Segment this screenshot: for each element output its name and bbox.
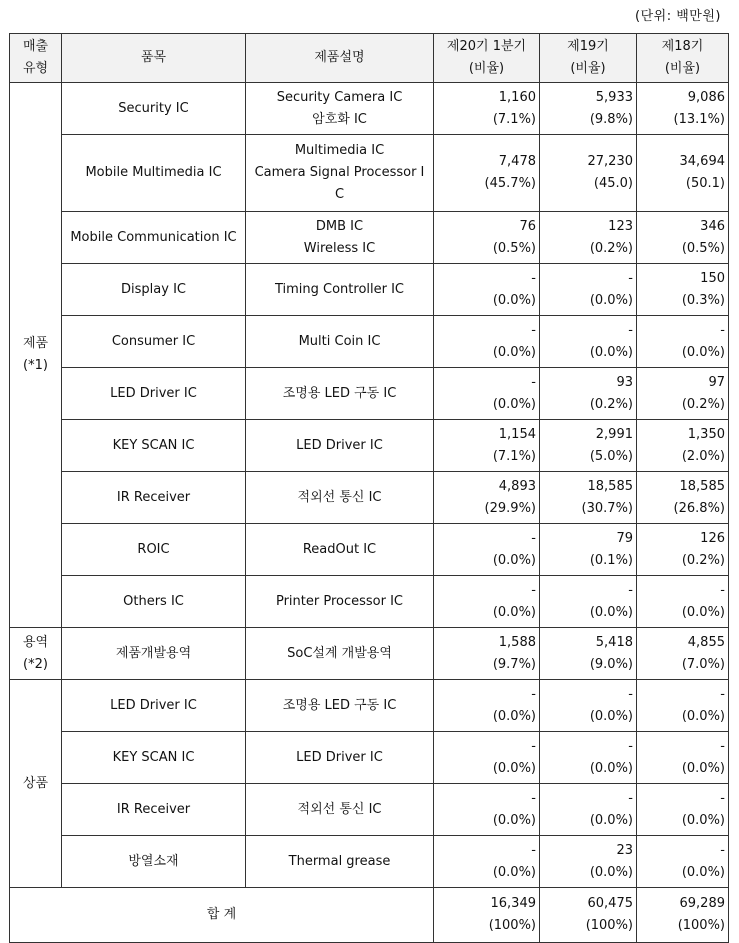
p20-value-cell: 1,588 (9.7%): [434, 628, 540, 680]
desc-cell: Printer Processor IC: [246, 576, 434, 628]
p20-value-cell: - (0.0%): [434, 264, 540, 316]
desc-cell: 적외선 통신 IC: [246, 784, 434, 836]
item-cell: 방열소재: [62, 836, 246, 888]
item-cell: Mobile Multimedia IC: [62, 135, 246, 212]
p19-value-cell: - (0.0%): [540, 576, 637, 628]
table-row: [10, 836, 729, 888]
p19-value-cell: - (0.0%): [540, 680, 637, 732]
p19-value-cell: - (0.0%): [540, 264, 637, 316]
p20-value-cell: - (0.0%): [434, 576, 540, 628]
p18-value-cell: - (0.0%): [637, 784, 729, 836]
total-p18-cell: 69,289 (100%): [637, 888, 729, 943]
sales-type-cell: 제품 (*1): [10, 83, 62, 628]
p19-value-cell: 93 (0.2%): [540, 368, 637, 420]
total-label: 합 계: [10, 888, 434, 943]
p18-value-cell: - (0.0%): [637, 680, 729, 732]
p20-value-cell: - (0.0%): [434, 732, 540, 784]
item-cell: 제품개발용역: [62, 628, 246, 680]
p20-value-cell: 4,893 (29.9%): [434, 472, 540, 524]
item-cell: Mobile Communication IC: [62, 212, 246, 264]
p20-value-cell: 1,154 (7.1%): [434, 420, 540, 472]
desc-cell: Multi Coin IC: [246, 316, 434, 368]
total-p20-cell: 16,349 (100%): [434, 888, 540, 943]
desc-cell: Multimedia IC Camera Signal Processor I C: [246, 135, 434, 212]
desc-cell: 조명용 LED 구동 IC: [246, 680, 434, 732]
table-row: [10, 680, 729, 732]
p18-value-cell: 1,350 (2.0%): [637, 420, 729, 472]
desc-cell: 조명용 LED 구동 IC: [246, 368, 434, 420]
p20-value-cell: - (0.0%): [434, 368, 540, 420]
table-row: [10, 316, 729, 368]
desc-cell: LED Driver IC: [246, 420, 434, 472]
item-cell: LED Driver IC: [62, 368, 246, 420]
total-row: [10, 888, 729, 943]
table-row: [10, 264, 729, 316]
p19-value-cell: - (0.0%): [540, 784, 637, 836]
desc-cell: 적외선 통신 IC: [246, 472, 434, 524]
p18-value-cell: - (0.0%): [637, 576, 729, 628]
p18-value-cell: 9,086 (13.1%): [637, 83, 729, 135]
item-cell: KEY SCAN IC: [62, 420, 246, 472]
item-cell: ROIC: [62, 524, 246, 576]
item-cell: Security IC: [62, 83, 246, 135]
p18-value-cell: 4,855 (7.0%): [637, 628, 729, 680]
p18-value-cell: 18,585 (26.8%): [637, 472, 729, 524]
p20-value-cell: - (0.0%): [434, 524, 540, 576]
table-row: [10, 628, 729, 680]
total-p19-cell: 60,475 (100%): [540, 888, 637, 943]
desc-cell: Security Camera IC 암호화 IC: [246, 83, 434, 135]
table-row: [10, 135, 729, 212]
p19-value-cell: - (0.0%): [540, 732, 637, 784]
p19-value-cell: 27,230 (45.0): [540, 135, 637, 212]
revenue-table: [9, 33, 729, 943]
item-cell: IR Receiver: [62, 472, 246, 524]
desc-cell: LED Driver IC: [246, 732, 434, 784]
header-row: [10, 34, 729, 83]
p18-value-cell: 97 (0.2%): [637, 368, 729, 420]
header-p19: 제19기 (비율): [540, 34, 637, 83]
item-cell: IR Receiver: [62, 784, 246, 836]
p19-value-cell: 123 (0.2%): [540, 212, 637, 264]
table-row: [10, 212, 729, 264]
item-cell: Display IC: [62, 264, 246, 316]
item-cell: Others IC: [62, 576, 246, 628]
table-row: [10, 420, 729, 472]
p18-value-cell: - (0.0%): [637, 316, 729, 368]
table-row: [10, 472, 729, 524]
table-row: [10, 83, 729, 135]
header-p18: 제18기 (비율): [637, 34, 729, 83]
table-row: [10, 368, 729, 420]
p18-value-cell: 34,694 (50.1): [637, 135, 729, 212]
item-cell: KEY SCAN IC: [62, 732, 246, 784]
p19-value-cell: 18,585 (30.7%): [540, 472, 637, 524]
p18-value-cell: 126 (0.2%): [637, 524, 729, 576]
table-row: [10, 524, 729, 576]
p19-value-cell: 2,991 (5.0%): [540, 420, 637, 472]
table-row: [10, 784, 729, 836]
p20-value-cell: - (0.0%): [434, 784, 540, 836]
header-item: 품목: [62, 34, 246, 83]
item-cell: Consumer IC: [62, 316, 246, 368]
header-p20: 제20기 1분기 (비율): [434, 34, 540, 83]
sales-type-cell: 용역 (*2): [10, 628, 62, 680]
p19-value-cell: - (0.0%): [540, 316, 637, 368]
p20-value-cell: - (0.0%): [434, 316, 540, 368]
desc-cell: DMB IC Wireless IC: [246, 212, 434, 264]
p18-value-cell: - (0.0%): [637, 732, 729, 784]
p20-value-cell: 7,478 (45.7%): [434, 135, 540, 212]
desc-cell: ReadOut IC: [246, 524, 434, 576]
p18-value-cell: 150 (0.3%): [637, 264, 729, 316]
p18-value-cell: - (0.0%): [637, 836, 729, 888]
unit-label: (단위: 백만원): [635, 9, 721, 24]
p20-value-cell: - (0.0%): [434, 680, 540, 732]
item-cell: LED Driver IC: [62, 680, 246, 732]
desc-cell: Thermal grease: [246, 836, 434, 888]
desc-cell: SoC설계 개발용역: [246, 628, 434, 680]
desc-cell: Timing Controller IC: [246, 264, 434, 316]
table-row: [10, 576, 729, 628]
table-row: [10, 732, 729, 784]
p18-value-cell: 346 (0.5%): [637, 212, 729, 264]
p19-value-cell: 23 (0.0%): [540, 836, 637, 888]
p20-value-cell: - (0.0%): [434, 836, 540, 888]
p20-value-cell: 76 (0.5%): [434, 212, 540, 264]
sales-type-cell: 상품: [10, 680, 62, 888]
header-desc: 제품설명: [246, 34, 434, 83]
p19-value-cell: 5,933 (9.8%): [540, 83, 637, 135]
p19-value-cell: 5,418 (9.0%): [540, 628, 637, 680]
p20-value-cell: 1,160 (7.1%): [434, 83, 540, 135]
header-type: 매출 유형: [10, 34, 62, 83]
p19-value-cell: 79 (0.1%): [540, 524, 637, 576]
